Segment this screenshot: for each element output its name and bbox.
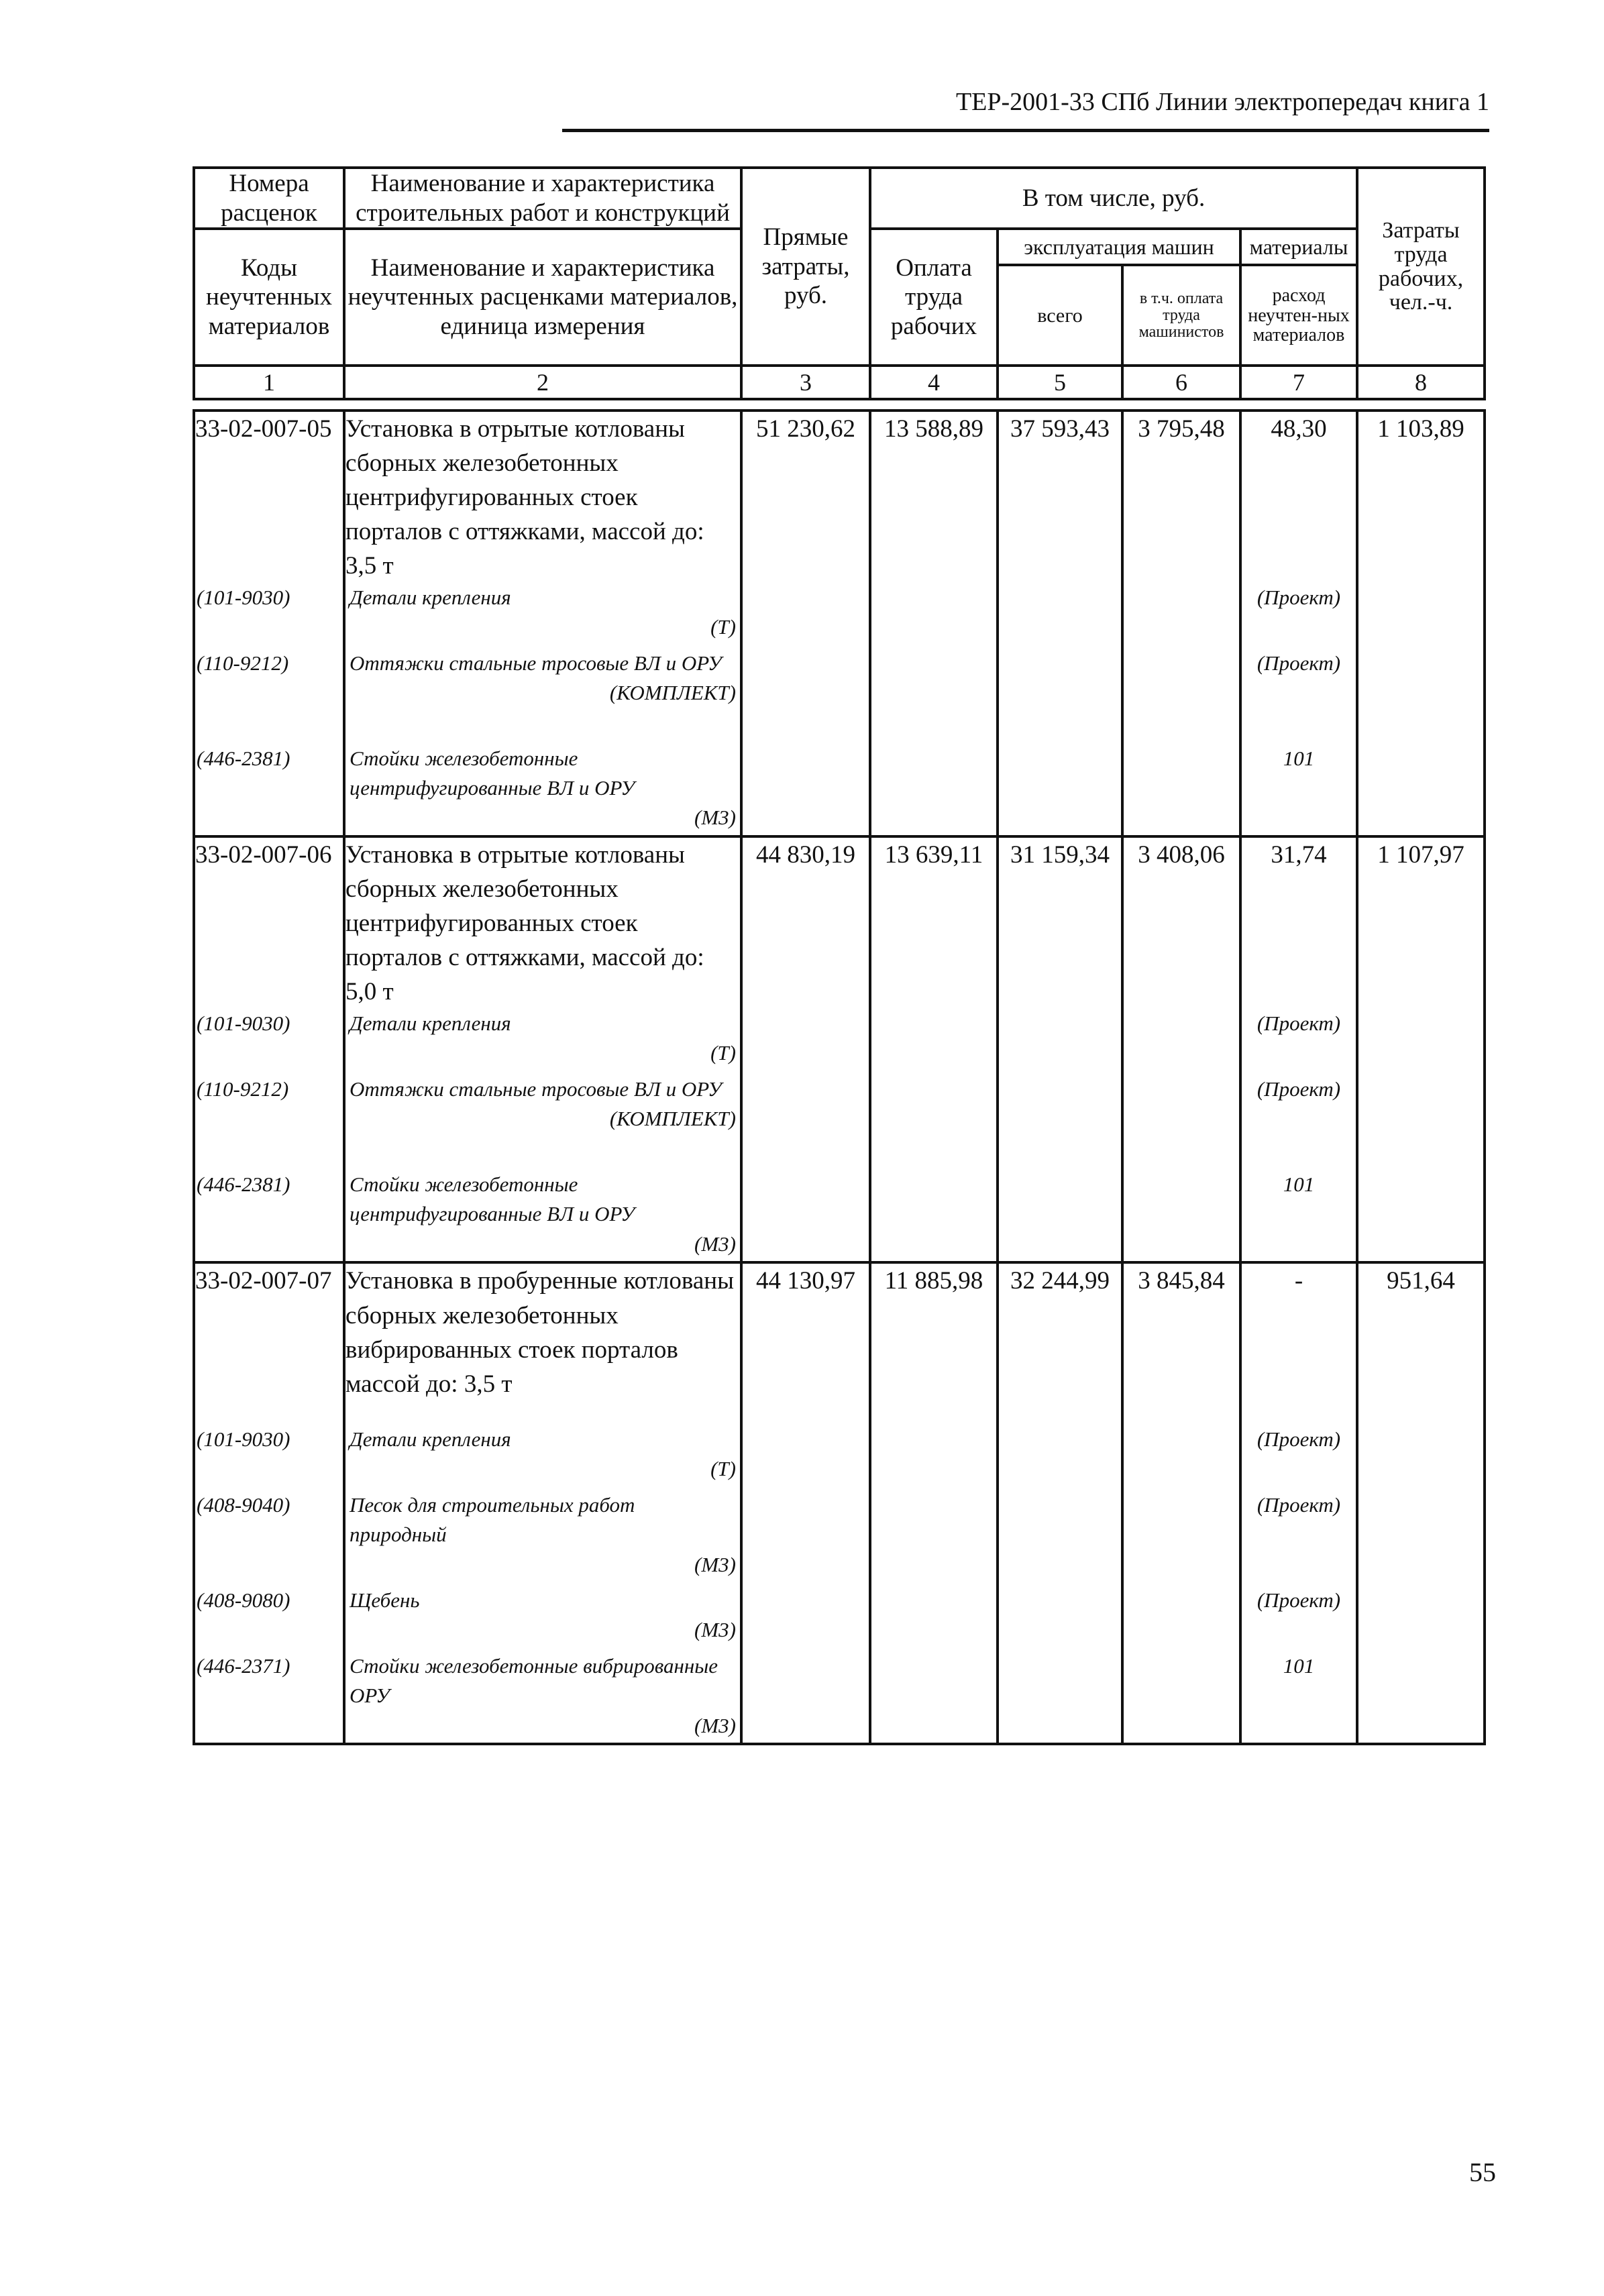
materials-cost: 48,30 [1240,411,1357,583]
materials-cost: - [1240,1262,1357,1425]
table-row [194,836,1485,1009]
direct-cost: 44 830,19 [741,836,870,1009]
material-code: (101-9030) [194,1009,344,1075]
direct-cost: 51 230,62 [741,411,870,583]
material-unit: (КОМПЛЕКТ) [609,1107,736,1131]
material-row [194,1009,1485,1075]
material-unit: (М3) [694,806,736,830]
labor-hours: 1 103,89 [1357,411,1485,583]
rates-table [193,409,1486,1745]
col2-top-header: Наименование и характеристика строительных работ и конструкций [344,168,741,229]
col7-header: расход неучтен-ных материалов [1240,265,1357,366]
rate-code: 33-02-007-06 [194,836,344,1009]
material-name: Стойки железобетонные вибрированные ОРУ [350,1654,718,1708]
machines-total: 31 159,34 [998,836,1122,1009]
rate-code: 33-02-007-05 [194,411,344,583]
group-header: В том числе, руб. [870,168,1357,229]
col-number: 7 [1240,366,1357,399]
material-qty: (Проект) [1240,1490,1357,1586]
direct-cost: 44 130,97 [741,1262,870,1425]
material-code: (101-9030) [194,583,344,649]
col-number: 5 [998,366,1122,399]
table-header [193,166,1486,400]
material-name: Детали крепления [350,1427,511,1452]
col-number: 3 [741,366,870,399]
col5-header: всего [998,265,1122,366]
material-unit: (М3) [694,1713,736,1737]
material-row [194,1490,1485,1586]
material-qty: (Проект) [1240,1425,1357,1490]
material-name: Оттяжки стальные тросовые ВЛ и ОРУ [350,1077,722,1101]
material-unit: (М3) [694,1232,736,1256]
material-qty: (Проект) [1240,1075,1357,1170]
col-number: 1 [194,366,344,399]
material-code: (101-9030) [194,1425,344,1490]
material-name: Стойки железобетонные центрифугированные ВЛ и ОРУ [350,1172,635,1226]
machines-labor: 3 795,48 [1122,411,1240,583]
material-unit: (Т) [710,1041,736,1065]
work-title: Установка в пробуренные котлованы сборных железобетонных вибрированных стоек порталов массой до: 3,5 т [344,1262,741,1425]
material-code: (408-9040) [194,1490,344,1586]
material-unit: (Т) [710,1457,736,1481]
material-code: (110-9212) [194,1075,344,1170]
material-code: (446-2381) [194,1170,344,1262]
table-row [194,411,1485,583]
labor-cost: 11 885,98 [870,1262,998,1425]
materials-cost: 31,74 [1240,836,1357,1009]
material-row [194,1170,1485,1262]
materials-header: материалы [1240,229,1357,265]
machines-labor: 3 845,84 [1122,1262,1240,1425]
machines-total: 32 244,99 [998,1262,1122,1425]
col-number: 4 [870,366,998,399]
material-row [194,1075,1485,1170]
col6-header: в т.ч. оплата труда машинистов [1122,265,1240,366]
labor-cost: 13 639,11 [870,836,998,1009]
material-qty: 101 [1240,1651,1357,1744]
col3-header: Прямые затраты, руб. [741,168,870,366]
material-qty: 101 [1240,744,1357,836]
material-code: (446-2381) [194,744,344,836]
material-unit: (М3) [694,1618,736,1642]
material-row [194,1586,1485,1651]
material-qty: (Проект) [1240,649,1357,744]
col4-header: Оплата труда рабочих [870,229,998,366]
work-title: Установка в отрытые котлованы сборных железобетонных центрифугированных стоек порталов с оттяжками, массой до: 5,0 т [344,836,741,1009]
col1-bottom-header: Коды неучтенных материалов [194,229,344,366]
material-row [194,583,1485,649]
page-number: 55 [1469,2157,1496,2187]
col-number: 8 [1357,366,1485,399]
machines-total: 37 593,43 [998,411,1122,583]
material-code: (408-9080) [194,1586,344,1651]
material-code: (110-9212) [194,649,344,744]
material-unit: (Т) [710,615,736,639]
material-row [194,1425,1485,1490]
material-qty: (Проект) [1240,1009,1357,1075]
material-row [194,744,1485,836]
material-name: Песок для строительных работ природный [350,1493,635,1547]
machines-labor: 3 408,06 [1122,836,1240,1009]
labor-hours: 951,64 [1357,1262,1485,1425]
material-name: Стойки железобетонные центрифугированные ВЛ и ОРУ [350,747,635,800]
material-name: Щебень [350,1588,420,1612]
material-row [194,649,1485,744]
material-name: Детали крепления [350,586,511,610]
material-qty: (Проект) [1240,583,1357,649]
col-number: 6 [1122,366,1240,399]
material-code: (446-2371) [194,1651,344,1744]
material-qty: (Проект) [1240,1586,1357,1651]
work-title: Установка в отрытые котлованы сборных железобетонных центрифугированных стоек порталов с оттяжками, массой до: 3,5 т [344,411,741,583]
material-name: Детали крепления [350,1012,511,1036]
document-header-title: ТЕР-2001-33 СПб Линии электропередач книга 1 [955,88,1489,116]
material-name: Оттяжки стальные тросовые ВЛ и ОРУ [350,651,722,675]
table-row [194,1262,1485,1425]
rate-code: 33-02-007-07 [194,1262,344,1425]
col8-header: Затраты труда рабочих, чел.-ч. [1357,168,1485,366]
labor-cost: 13 588,89 [870,411,998,583]
material-unit: (КОМПЛЕКТ) [609,681,736,705]
col1-top-header: Номера расценок [194,168,344,229]
header-rule [562,129,1489,132]
labor-hours: 1 107,97 [1357,836,1485,1009]
col2-bottom-header: Наименование и характеристика неучтенных расценками материалов, единица измерения [344,229,741,366]
machines-header: эксплуатация машин [998,229,1240,265]
material-row [194,1651,1485,1744]
col-number: 2 [344,366,741,399]
material-qty: 101 [1240,1170,1357,1262]
material-unit: (М3) [694,1552,736,1576]
